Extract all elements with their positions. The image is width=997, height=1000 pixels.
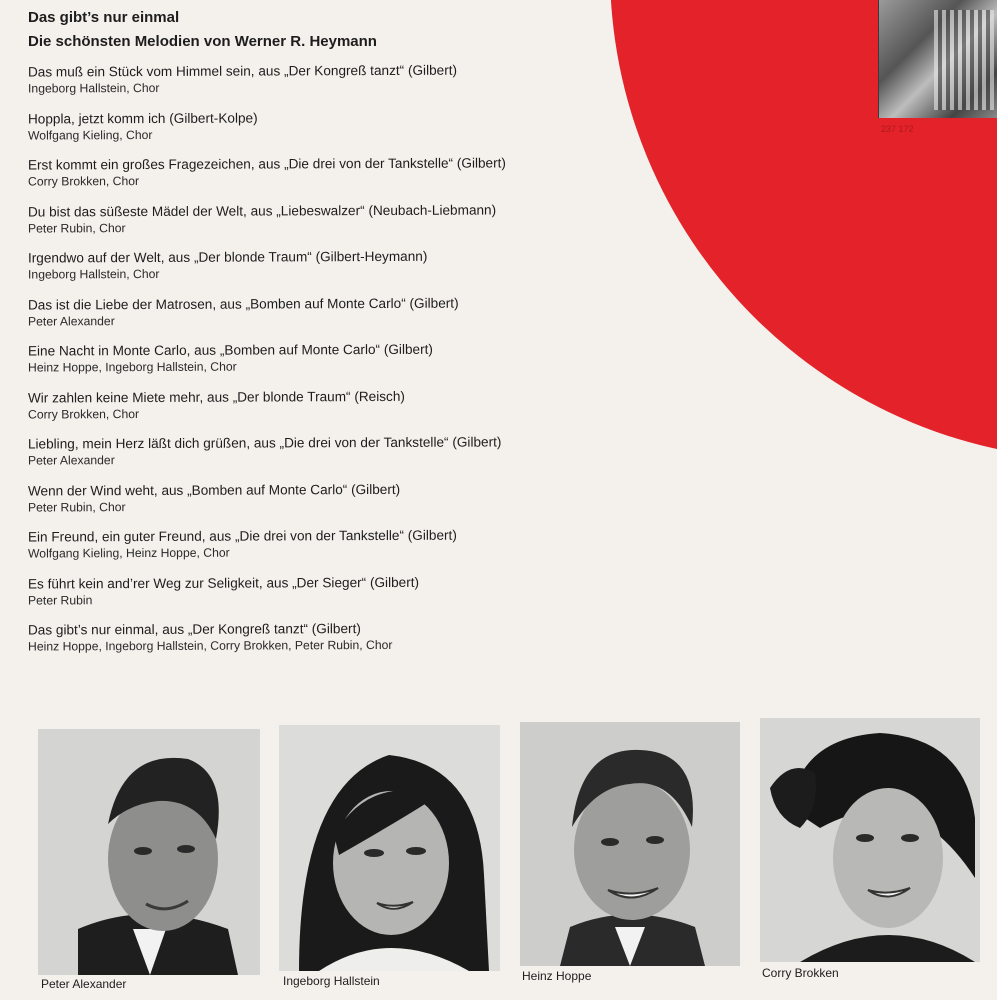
track-item [28, 618, 728, 668]
track-item [28, 200, 728, 250]
track-artists: Ingeborg Hallstein, Chor [27, 266, 160, 282]
track-title: Wenn der Wind weht, aus „Bomben auf Monte Carlo“ (Gilbert) [27, 481, 401, 499]
album-title: Das gibt’s nur einmal [28, 9, 180, 26]
portrait-photo [760, 718, 980, 962]
track-item [28, 60, 728, 110]
track-item [28, 386, 728, 436]
corner-photo [878, 0, 997, 118]
track-title: Das gibt’s nur einmal, aus „Der Kongreß tanzt“ (Gilbert) [27, 621, 361, 638]
track-artists: Heinz Hoppe, Ingeborg Hallstein, Corry Brokken, Peter Rubin, Chor [27, 637, 393, 654]
track-artists: Corry Brokken, Chor [27, 406, 140, 422]
track-artists: Peter Rubin [27, 592, 93, 608]
track-title: Wir zahlen keine Miete mehr, aus „Der blonde Traum“ (Reisch) [27, 388, 405, 406]
track-artists: Peter Rubin, Chor [27, 220, 126, 236]
track-item [28, 525, 728, 575]
track-item [28, 153, 728, 203]
track-list [28, 62, 728, 667]
track-title: Es führt kein and’rer Weg zur Seligkeit, aus „Der Sieger“ (Gilbert) [27, 574, 420, 592]
track-title: Du bist das süßeste Mädel der Welt, aus „Liebeswalzer“ (Neubach-Liebmann) [27, 201, 497, 220]
track-title: Ein Freund, ein guter Freund, aus „Die drei von der Tankstelle“ (Gilbert) [27, 527, 457, 545]
album-subtitle: Die schönsten Melodien von Werner R. Heymann [28, 33, 377, 50]
portrait-photo [520, 722, 740, 966]
portrait-caption: Ingeborg Hallstein [283, 974, 380, 988]
portrait-photo [279, 725, 500, 971]
track-title: Das ist die Liebe der Matrosen, aus „Bomben auf Monte Carlo“ (Gilbert) [27, 295, 459, 313]
portrait-caption: Corry Brokken [762, 966, 839, 980]
track-title: Erst kommt ein großes Fragezeichen, aus „Die drei von der Tankstelle“ (Gilbert) [27, 155, 506, 173]
track-artists: Corry Brokken, Chor [27, 174, 140, 189]
track-item [28, 572, 728, 622]
track-artists: Wolfgang Kieling, Chor [27, 127, 153, 143]
album-heading [28, 6, 377, 54]
track-artists: Peter Alexander [27, 313, 115, 329]
track-title: Hoppla, jetzt komm ich (Gilbert-Kolpe) [27, 110, 258, 127]
track-title: Irgendwo auf der Welt, aus „Der blonde Traum“ (Gilbert-Heymann) [27, 248, 428, 266]
track-artists: Wolfgang Kieling, Heinz Hoppe, Chor [27, 545, 230, 561]
track-title: Das muß ein Stück vom Himmel sein, aus „Der Kongreß tanzt“ (Gilbert) [27, 62, 458, 80]
track-item [28, 246, 728, 296]
track-item [28, 339, 728, 389]
track-item [28, 293, 728, 343]
track-item [28, 432, 728, 482]
portrait-caption: Heinz Hoppe [522, 969, 592, 983]
portrait-caption: Peter Alexander [41, 977, 127, 991]
track-title: Eine Nacht in Monte Carlo, aus „Bomben auf Monte Carlo“ (Gilbert) [27, 341, 433, 359]
track-artists: Peter Alexander [27, 453, 115, 468]
track-item [28, 107, 728, 157]
track-item [28, 479, 728, 529]
track-artists: Heinz Hoppe, Ingeborg Hallstein, Chor [27, 359, 237, 375]
track-title: Liebling, mein Herz läßt dich grüßen, aus „Die drei von der Tankstelle“ (Gilbert) [27, 434, 502, 452]
portrait-photo [38, 729, 260, 975]
track-artists: Peter Rubin, Chor [27, 499, 126, 515]
catalog-number: 237 172 [881, 124, 914, 134]
track-artists: Ingeborg Hallstein, Chor [27, 80, 160, 96]
